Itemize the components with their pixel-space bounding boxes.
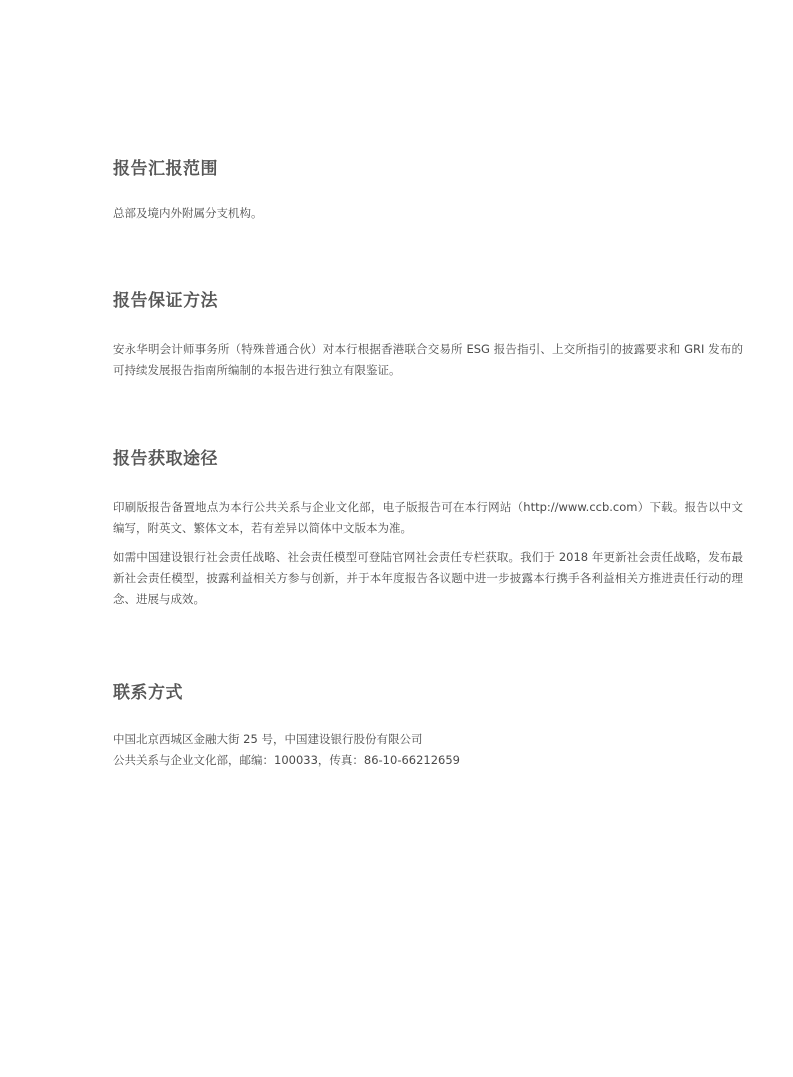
section-title-assurance-method: 报告保证方法 — [113, 291, 218, 311]
section-report-scope — [113, 157, 743, 224]
contact-department: 公共关系与企业文化部，邮编：100033，传真：86-10-66212659 — [113, 753, 460, 767]
section-title-report-access: 报告获取途径 — [113, 449, 218, 469]
section-title-report-scope: 报告汇报范围 — [113, 159, 218, 179]
report-scope-text: 总部及境内外附属分支机构。 — [113, 206, 263, 220]
section-contact — [113, 681, 743, 771]
assurance-method-text: 安永华明会计师事务所（特殊普通合伙）对本行根据香港联合交易所 ESG 报告指引、上交所指引的披露要求和 GRI 发布的可持续发展报告指南所编制的本报告进行独立有限鉴证。 — [113, 342, 743, 377]
section-assurance-method — [113, 289, 743, 381]
section-report-access — [113, 447, 743, 610]
report-access-paragraph-2: 如需中国建设银行社会责任战略、社会责任模型可登陆官网社会责任专栏获取。我们于 2018 年更新社会责任战略，发布最新社会责任模型，披露利益相关方参与创新，并于本年度报告各议题中进一步披露本行携手各利益相关方推进责任行动的理念、进展与成效。 — [113, 550, 743, 606]
report-access-paragraph-1: 印刷版报告备置地点为本行公共关系与企业文化部，电子版报告可在本行网站（http://www.ccb.com）下载。报告以中文编写，附英文、繁体文本，若有差异以简体中文版本为准。 — [113, 500, 743, 535]
contact-address: 中国北京西城区金融大街 25 号，中国建设银行股份有限公司 — [113, 732, 423, 746]
section-title-contact: 联系方式 — [113, 683, 183, 703]
